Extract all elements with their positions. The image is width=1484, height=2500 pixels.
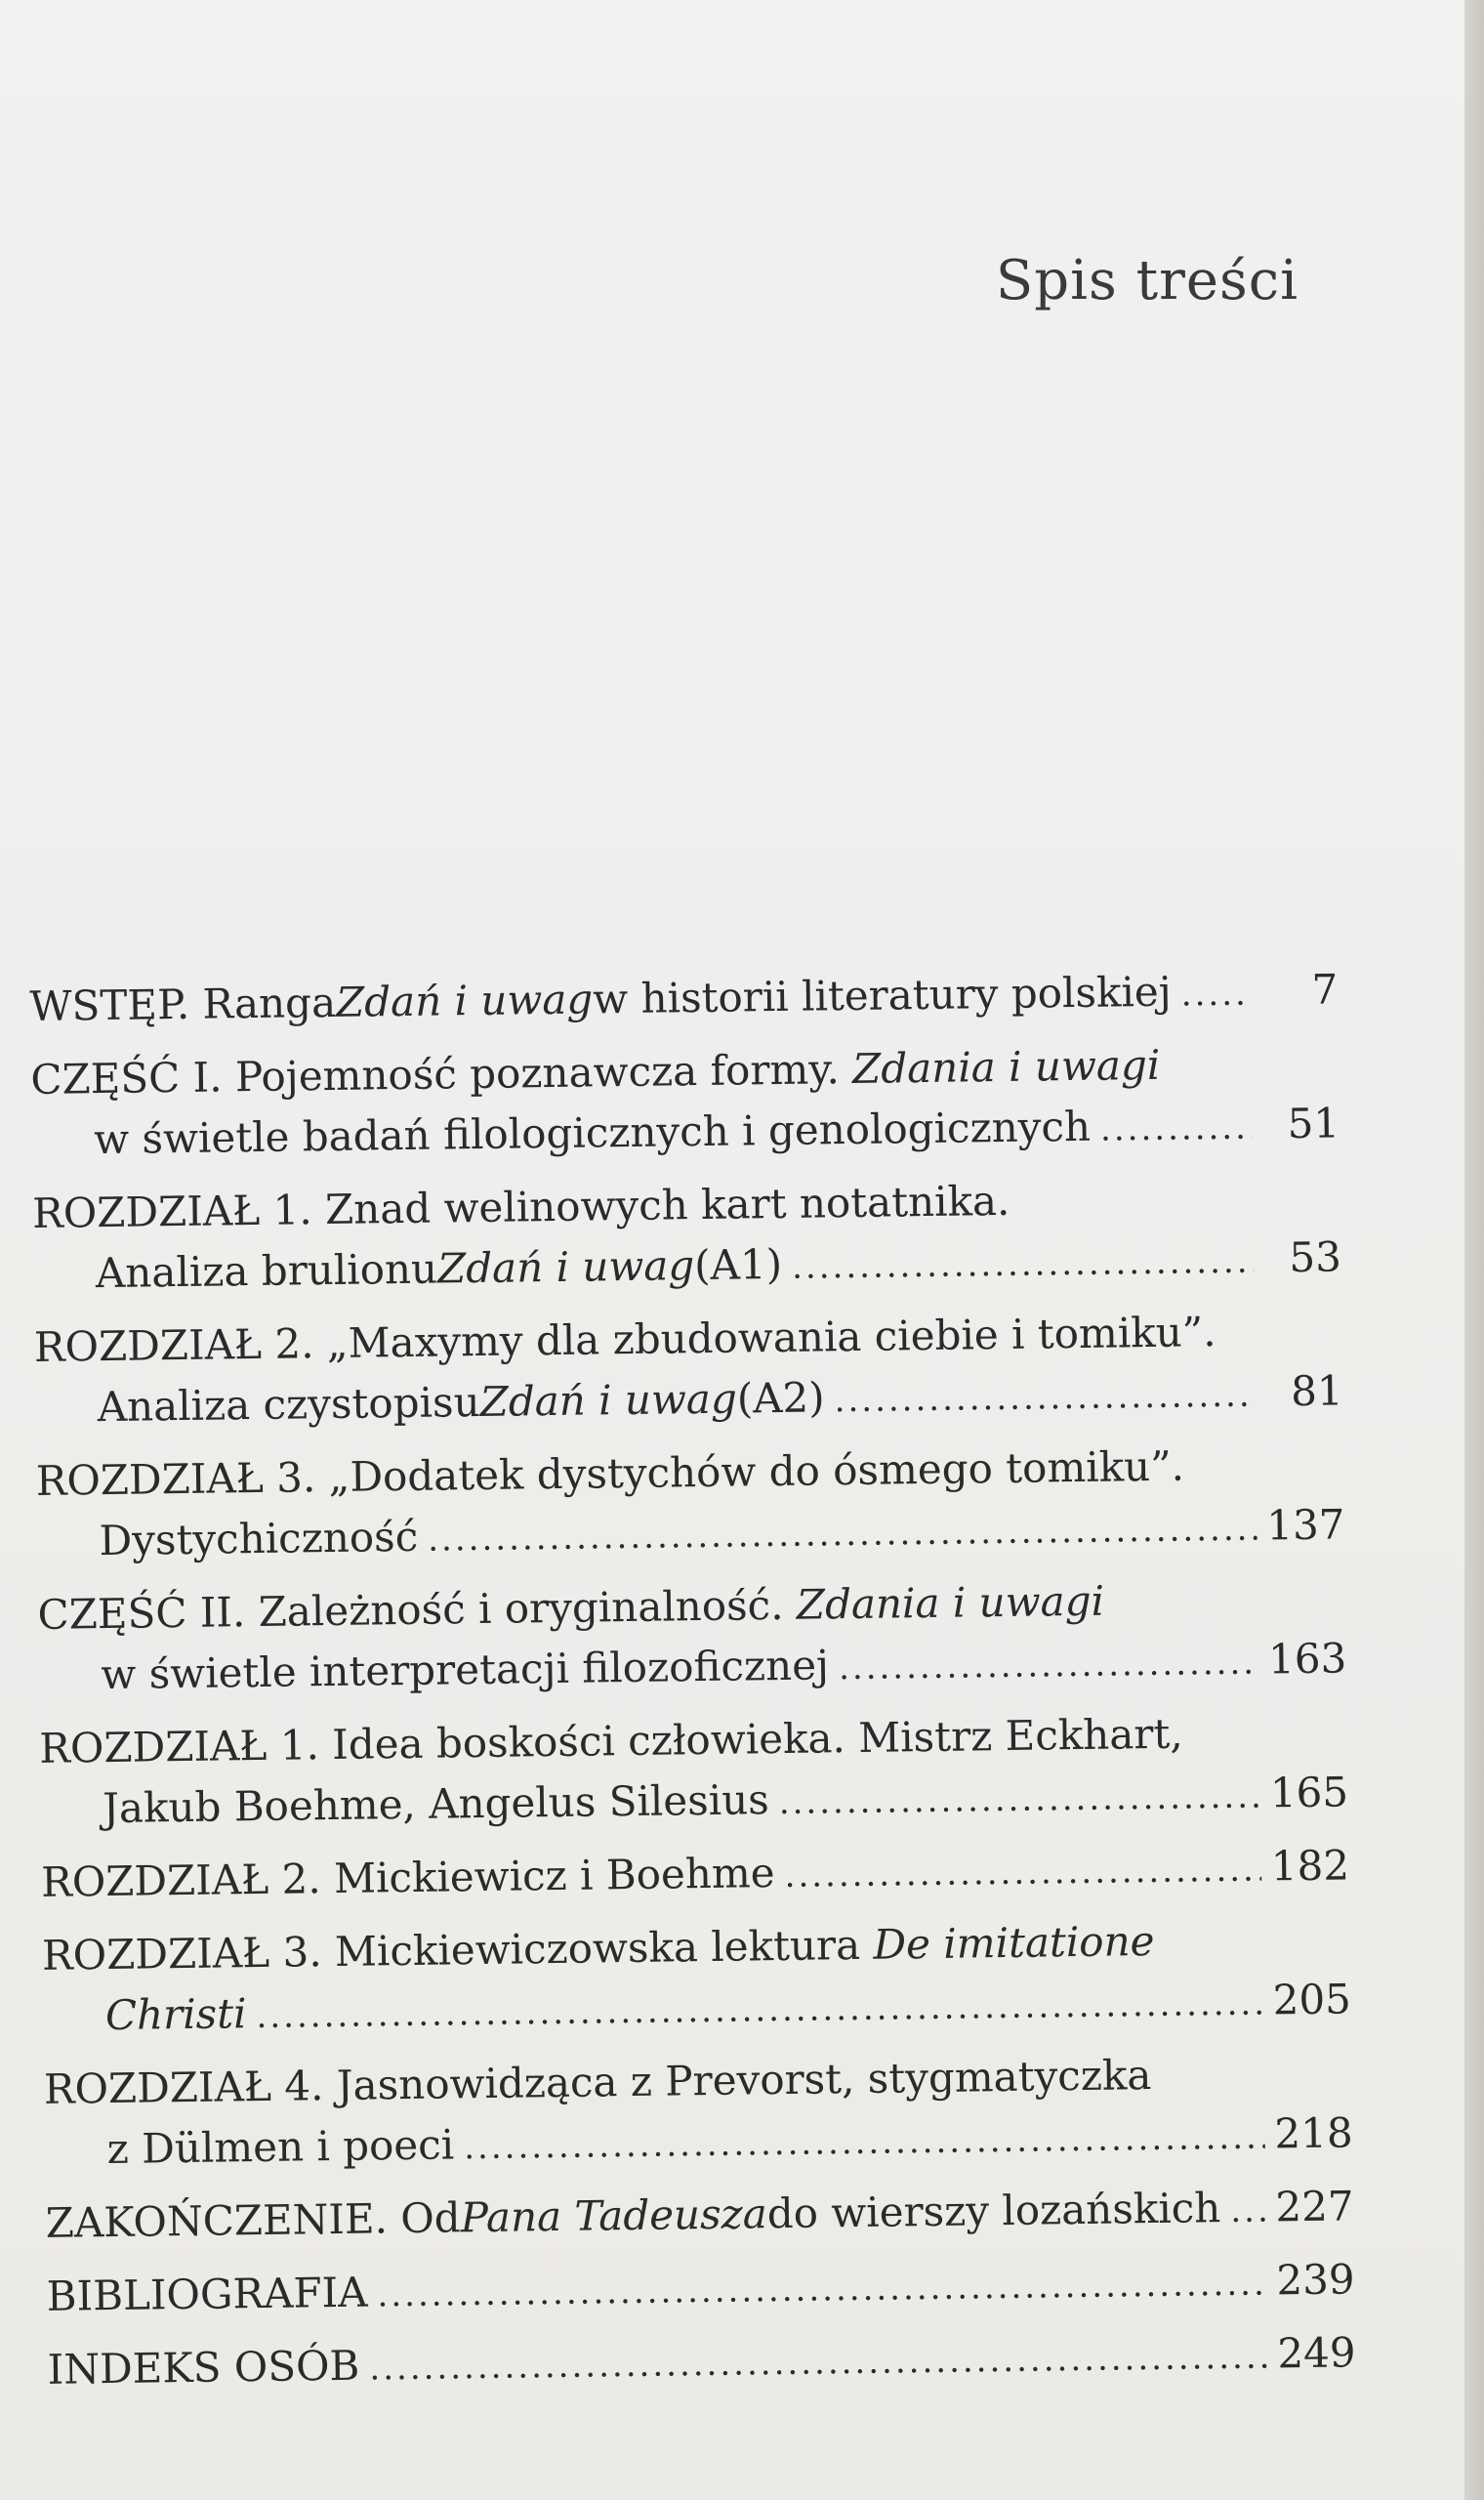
- toc-entry-line: [45, 2176, 1354, 2257]
- dot-leader: [778, 1767, 1260, 1833]
- page-number: 249: [1277, 2328, 1356, 2378]
- entry-text: ROZDZIAŁ 3. „Dodatek dystychów do ósmego tomiku”.: [35, 1441, 1185, 1505]
- toc-entry-line: [29, 959, 1339, 1040]
- page-title: Spis treści: [995, 249, 1298, 312]
- toc-entry-chapter: [42, 1908, 1352, 2050]
- entry-text: ZAKOŃCZENIE. Od: [45, 2193, 461, 2247]
- toc-entry-conclusion: [45, 2176, 1354, 2257]
- entry-text-italic: Zdań i uwag: [335, 975, 594, 1026]
- toc-entry-chapter: [32, 1166, 1342, 1308]
- dot-leader: [464, 2107, 1265, 2179]
- entry-text: ROZDZIAŁ 4. Jasnowidząca z Prevorst, stygmatyczka: [43, 2051, 1152, 2113]
- page-number: 137: [1265, 1500, 1345, 1550]
- page-number: 53: [1289, 1232, 1342, 1282]
- dot-leader: [428, 1499, 1257, 1570]
- dot-leader: [369, 2327, 1268, 2399]
- dot-leader: [1100, 1098, 1253, 1160]
- toc-entry-chapter: [44, 2042, 1354, 2184]
- page-number: 7: [1311, 965, 1339, 1014]
- entry-text: Analiza brulionu: [95, 1244, 438, 1298]
- entry-text: Analiza czystopisu: [97, 1377, 480, 1432]
- toc-entry-line: [41, 1835, 1350, 1916]
- dot-leader: [784, 1840, 1261, 1906]
- entry-text: BIBLIOGRAFIA: [46, 2268, 368, 2320]
- page-edge-shadow: [1464, 0, 1484, 2500]
- entry-text: z Dülmen i poeci: [106, 2120, 455, 2174]
- dot-leader: [834, 1365, 1256, 1432]
- entry-text: INDEKS OSÓB: [47, 2341, 360, 2394]
- toc-entry-chapter: [39, 1701, 1349, 1843]
- entry-text: Jakub Boehme, Angelus Silesius: [102, 1775, 770, 1833]
- entry-text: CZĘŚĆ II. Zależność i oryginalność.: [37, 1580, 798, 1639]
- entry-text: w historii literatury polskiej: [592, 967, 1173, 1023]
- entry-text: ROZDZIAŁ 2. „Maxymy dla zbudowania ciebie i tomiku”.: [33, 1308, 1216, 1371]
- toc-entry-introduction: [29, 959, 1339, 1040]
- page-number: 182: [1270, 1841, 1350, 1891]
- dot-leader: [792, 1231, 1255, 1298]
- toc-entry-line: [47, 2322, 1356, 2403]
- toc-entry-chapter: [35, 1434, 1345, 1575]
- dot-leader: [256, 1974, 1263, 2047]
- entry-text: Dystychiczność: [99, 1512, 419, 1565]
- entry-text: do wierszy lozańskich: [766, 2184, 1221, 2238]
- table-of-contents: [29, 959, 1356, 2412]
- entry-text-italic: Pana Tadeusza: [460, 2189, 768, 2242]
- dot-leader: [377, 2254, 1267, 2326]
- entry-text-italic: De imitatione: [873, 1917, 1155, 1969]
- entry-text: w świetle interpretacji filozoficznej: [101, 1641, 830, 1699]
- entry-text: ROZDZIAŁ 1. Idea boskości człowieka. Mistrz Eckhart,: [39, 1709, 1183, 1772]
- toc-entry-chapter: [34, 1300, 1344, 1441]
- page-number: 205: [1272, 1975, 1352, 2024]
- entry-text-italic: Zdań i uwag: [436, 1241, 695, 1293]
- entry-text-italic: Zdań i uwag: [479, 1374, 738, 1426]
- page-number: 51: [1287, 1099, 1340, 1148]
- entry-text-italic: Christi: [104, 1989, 247, 2040]
- toc-entry-part-2: [37, 1567, 1347, 1709]
- toc-entry-index: [47, 2322, 1356, 2403]
- toc-entry-line: [46, 2249, 1355, 2330]
- page-number: 218: [1274, 2108, 1353, 2158]
- dot-leader: [839, 1633, 1259, 1699]
- toc-entry-part-1: [30, 1032, 1340, 1174]
- entry-text: ROZDZIAŁ 2. Mickiewicz i Boehme: [40, 1849, 775, 1906]
- toc-entry-chapter: [41, 1835, 1350, 1916]
- page-number: 81: [1290, 1366, 1343, 1416]
- dot-leader: [1180, 964, 1250, 1025]
- dot-leader: [1230, 2181, 1266, 2241]
- entry-text: (A2): [736, 1373, 825, 1423]
- entry-text: ROZDZIAŁ 3. Mickiewiczowska lektura: [41, 1920, 874, 1979]
- page-number: 165: [1269, 1768, 1349, 1817]
- entry-text-italic: Zdania i uwagi: [796, 1576, 1105, 1629]
- entry-text: ROZDZIAŁ 1. Znad welinowych kart notatnika.: [31, 1176, 1010, 1237]
- entry-text: (A1): [693, 1239, 783, 1290]
- entry-text-italic: Zdania i uwagi: [851, 1040, 1161, 1093]
- entry-text: WSTĘP. Ranga: [29, 978, 337, 1030]
- page-number: 163: [1267, 1634, 1347, 1684]
- entry-text: w świetle badań filologicznych i genologicznych: [93, 1102, 1092, 1164]
- entry-text: CZĘŚĆ I. Pojemność poznawcza formy.: [30, 1044, 853, 1104]
- toc-entry-bibliography: [46, 2249, 1355, 2330]
- page-number: 239: [1276, 2255, 1355, 2305]
- page-number: 227: [1275, 2182, 1354, 2231]
